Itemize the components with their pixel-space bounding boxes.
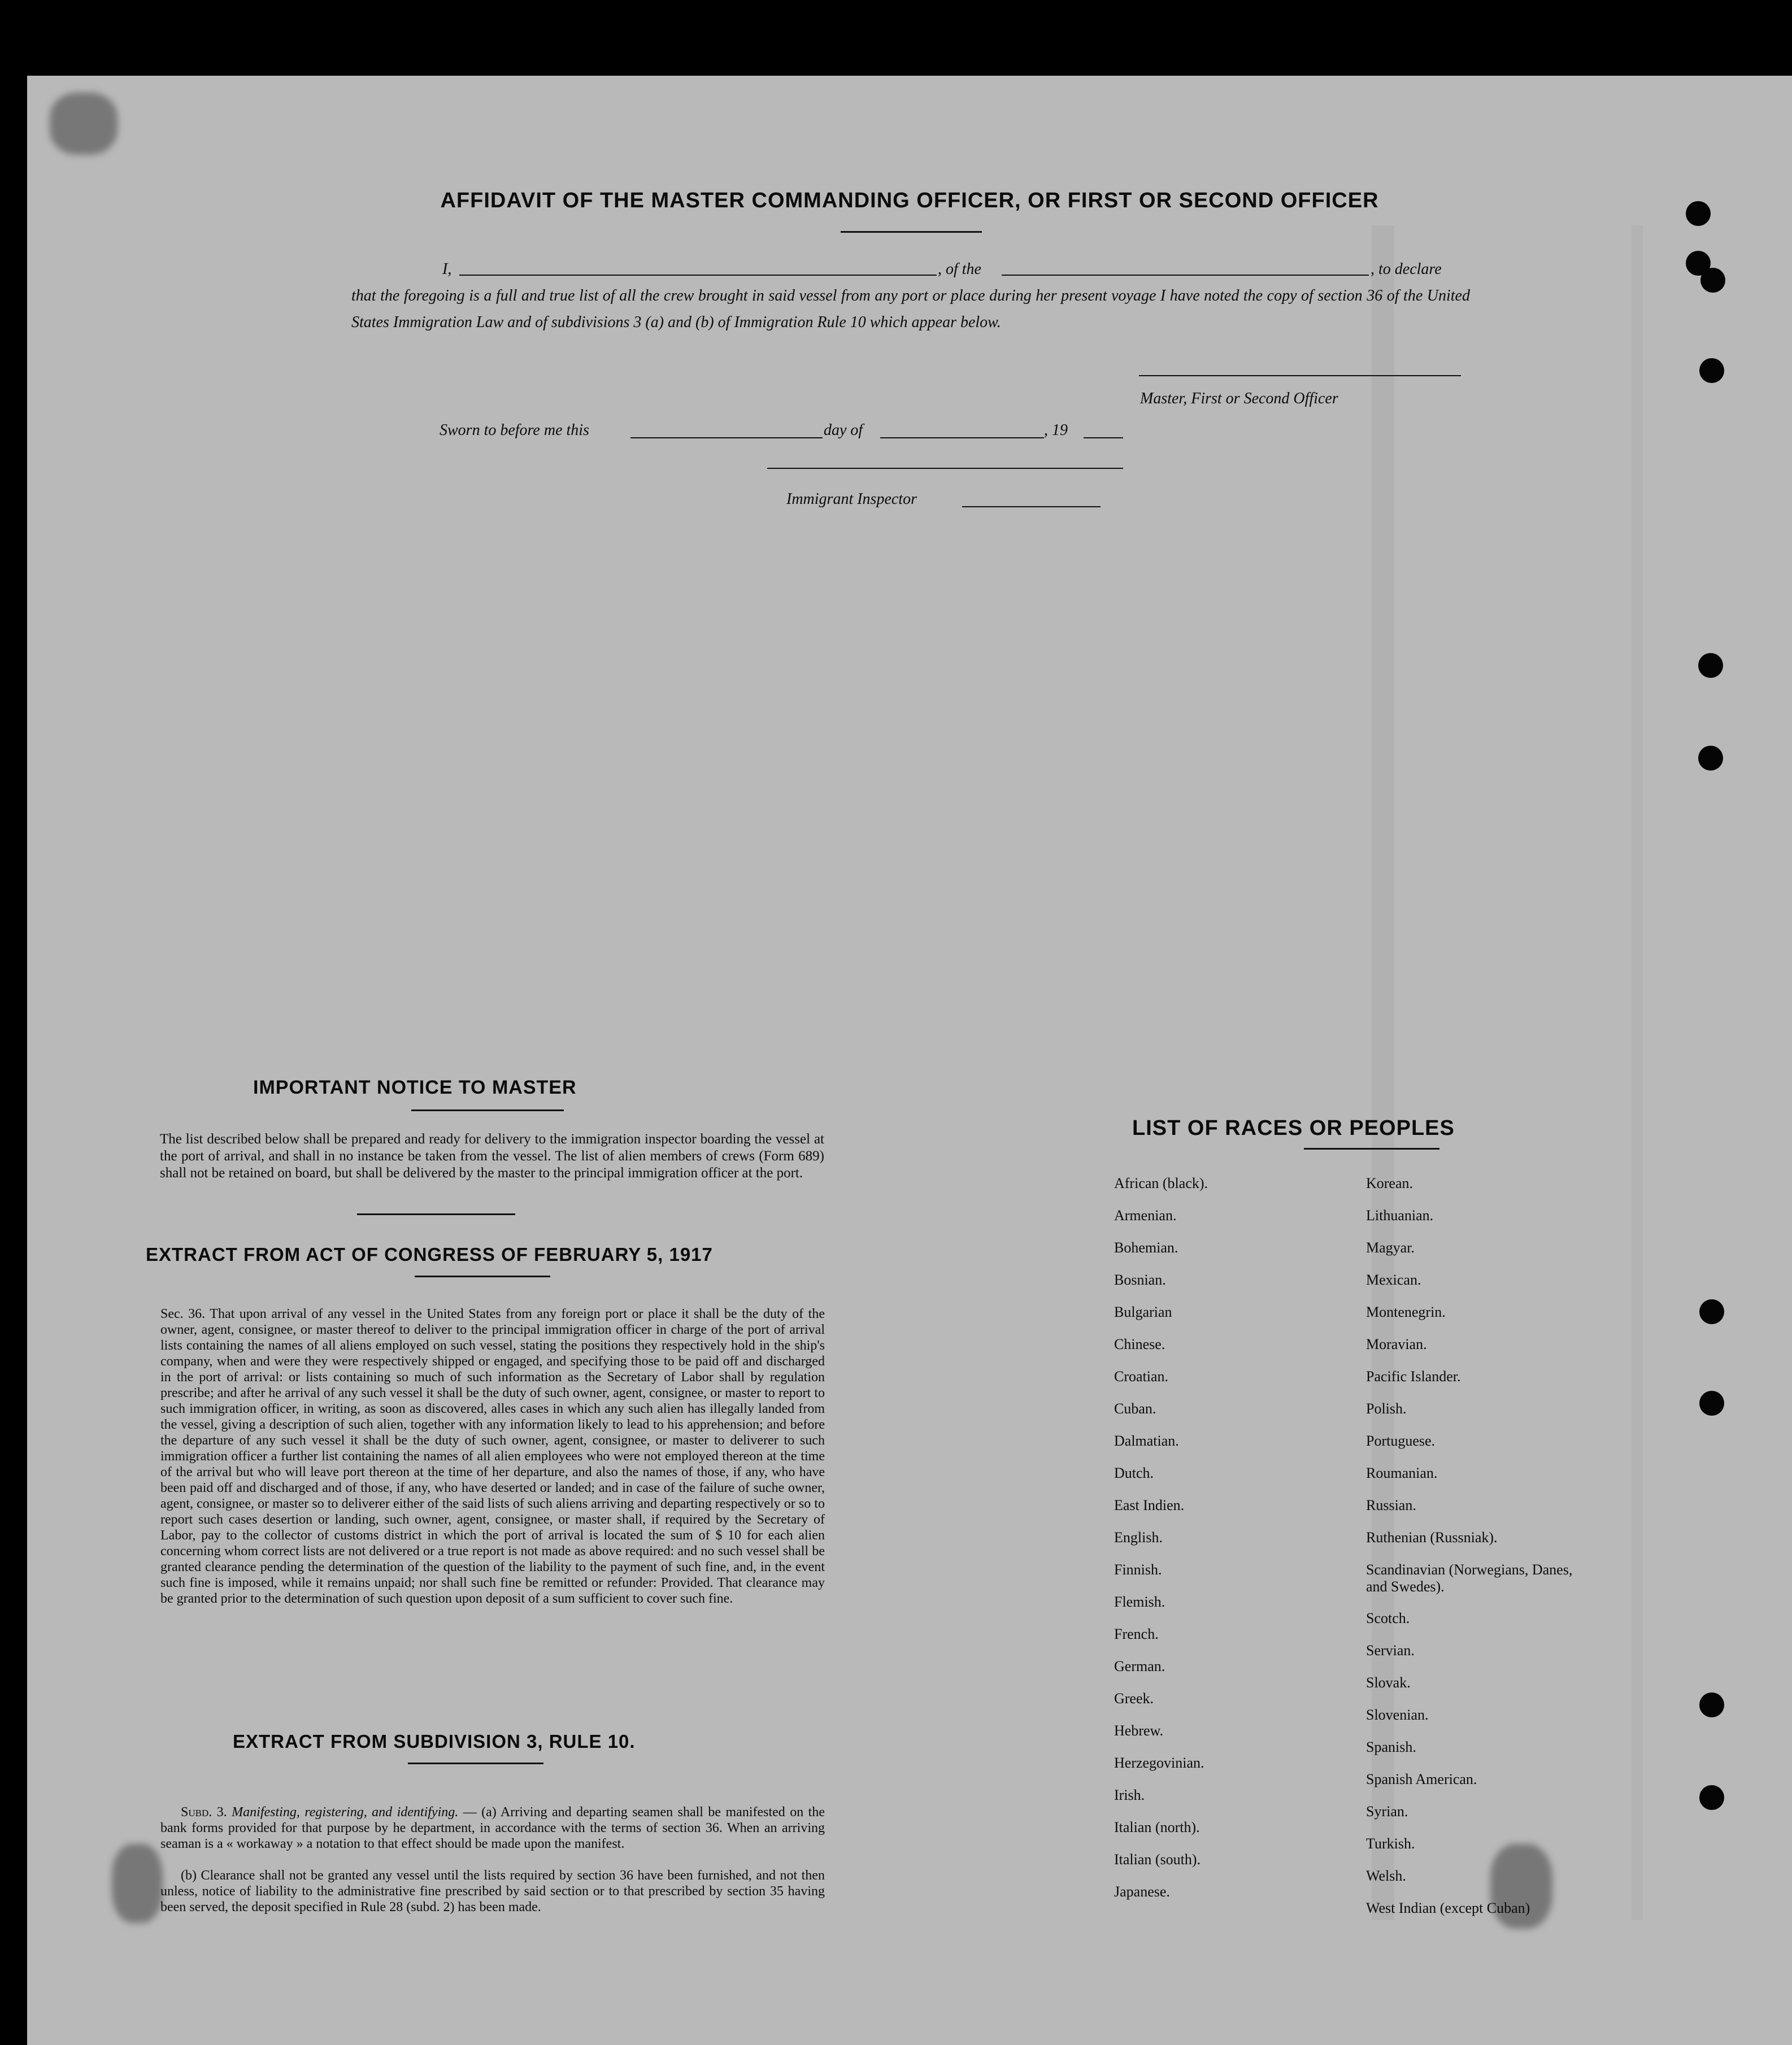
- race-item: Dalmatian.: [1114, 1433, 1179, 1449]
- punch-hole: [1699, 1299, 1724, 1324]
- race-item: Bosnian.: [1114, 1272, 1166, 1288]
- punch-hole: [1698, 746, 1723, 771]
- month-blank[interactable]: [880, 437, 1044, 438]
- race-item: Pacific Islander.: [1366, 1368, 1461, 1385]
- race-item: Cuban.: [1114, 1400, 1156, 1417]
- notice-text: The list described below shall be prepared and ready for delivery to the immigration inspector boarding the vessel at the port of arrival, and shall in no instance be taken from the vessel. The list of alien members of crews (Form 689) shall not be retained on board, but shall be delivered by the master to the principal immigration officer at the port.: [160, 1132, 824, 1181]
- race-item: East Indien.: [1114, 1497, 1185, 1513]
- race-item: Portuguese.: [1366, 1433, 1436, 1449]
- subd-title: Manifesting, registering, and identifying.: [232, 1805, 459, 1820]
- ink-smudge: [112, 1844, 163, 1923]
- notice-heading: IMPORTANT NOTICE TO MASTER: [253, 1077, 577, 1098]
- affidavit-paragraph: that the foregoing is a full and true list of all the crew brought in said vessel from any port or place during her present voyage I have noted the copy of section 36 of the United States Immigration Law and of subdivisions 3 (a) and (b) of Immigration Rule 10 which appear below.: [351, 287, 1470, 331]
- race-item: Chinese.: [1114, 1336, 1165, 1352]
- race-item: West Indian (except Cuban): [1366, 1900, 1530, 1916]
- race-item: Dutch.: [1114, 1465, 1154, 1481]
- day-of-label: day of: [824, 421, 863, 439]
- year-blank[interactable]: [1084, 437, 1123, 438]
- race-item: Flemish.: [1114, 1594, 1165, 1610]
- race-item: Scotch.: [1366, 1610, 1410, 1626]
- race-item: Turkish.: [1366, 1835, 1415, 1852]
- rule-para-a: [160, 1804, 825, 1852]
- subd-label: Subd. 3.: [181, 1805, 227, 1820]
- race-item: Hebrew.: [1114, 1722, 1164, 1739]
- race-item: Italian (south).: [1114, 1851, 1201, 1868]
- act-heading: EXTRACT FROM ACT OF CONGRESS OF FEBRUARY 5, 1917: [146, 1244, 713, 1265]
- affidavit-i-label: I,: [442, 260, 452, 278]
- sworn-label: Sworn to before me this: [440, 421, 589, 439]
- sworn-day-blank[interactable]: [630, 437, 823, 438]
- rule-rule: [408, 1763, 543, 1764]
- affidavit-to-declare-label: , to declare: [1371, 260, 1442, 278]
- race-item: Spanish.: [1366, 1739, 1416, 1755]
- document-page: [27, 76, 1792, 2045]
- rule-heading: EXTRACT FROM SUBDIVISION 3, RULE 10.: [233, 1731, 636, 1752]
- title-rule: [841, 231, 982, 233]
- race-item: Bulgarian: [1114, 1304, 1172, 1320]
- race-item: French.: [1114, 1626, 1159, 1642]
- punch-hole: [1699, 1785, 1724, 1810]
- affidavit-of-the-label: , of the: [938, 260, 981, 278]
- inspector-label: Immigrant Inspector: [786, 490, 917, 508]
- race-item: Korean.: [1366, 1175, 1413, 1191]
- year-prefix-label: , 19: [1044, 421, 1068, 439]
- signature-blank[interactable]: [1139, 375, 1461, 376]
- race-item: Syrian.: [1366, 1803, 1408, 1820]
- race-item: Irish.: [1114, 1787, 1145, 1803]
- act-text: Sec. 36. That upon arrival of any vessel in the United States from any foreign port or place it shall be the duty of the owner, agent, consignee, or master thereof to deliver to the principal immigration officer in charge of the port of arrival lists containing the names of all aliens employed on such vessel, stating the positions they respectively hold in the ship's company, when and were they were respectively shipped or engaged, and specifying those to be paid off and discharged in the port of arrival: or lists containing so much of such information as the Secretary of Labor shall by regulation prescribe; and after he arrival of any such vessel it shall be the duty of such owner, agent, consignee, or master to report to such immigration officer, in writing, as soon as discovered, alles cases in which any such alien has illegally landed from the vessel, giving a description of such alien, together with any information likely to lead to his apprehension; and before the departure of any such vessel it shall be the duty of such owner, agent, consignee, or master to deliverer to such immigration officer a further list containing the names of all alien employees who were not employed thereon at the time of the arrival but who will leave port thereon at the time of her departure, and also the names of those, if any, who have been paid off and discharged and of those, if any, who have deserted or landed; and in case of the failure of suche owner, agent, consignee, or master so to deliverer either of the said lists of such aliens arriving and departing respectively or so to report such cases desertion or landing, such owner, agent, consignee, or master shall, if required by the Secretary of Labor, pay to the collector of customs district in which the port of arrival is located the sum of $ 10 for each alien concerning whom correct lists are not delivered or a true report is not made as above required: and no such vessel shall be granted clearance pending the determination of the question of the liability to the payment of such fine, and, in the event such fine is imposed, while it remains unpaid; nor shall such fine be remitted or refunder: Provided. That clearance may be granted prior to the determination of such question upon deposit of a sum sufficient to cover such fine.: [160, 1307, 825, 1606]
- inspector-signature-line: [767, 468, 1123, 469]
- race-item: Slovak.: [1366, 1674, 1411, 1691]
- rule-para-b: (b) Clearance shall not be granted any vessel until the lists required by section 36 have been furnished, and not then unless, notice of liability to the administrative fine prescribed by said section or to that prescribed by section 35 having been served, the deposit specified in Rule 28 (subd. 2) has been made.: [160, 1868, 825, 1915]
- race-item: Mexican.: [1366, 1272, 1421, 1288]
- subd-para-a: — (a) Arriving and departing seamen shall be manifested on the bank forms provided for that purpose by he department, in accordance with the terms of section 36. When an arriving seaman is a « workaway » a notation to that effect should be made upon the manifest.: [160, 1805, 825, 1851]
- inspector-blank[interactable]: [962, 506, 1101, 507]
- race-item: Greek.: [1114, 1690, 1154, 1707]
- race-item: Japanese.: [1114, 1883, 1170, 1900]
- race-item: Armenian.: [1114, 1207, 1177, 1224]
- race-item: Bohemian.: [1114, 1239, 1178, 1256]
- punch-hole: [1699, 1692, 1724, 1717]
- race-item: Scandinavian (Norwegians, Danes, and Swedes).: [1366, 1561, 1573, 1595]
- race-item: Spanish American.: [1366, 1771, 1477, 1787]
- race-item: Servian.: [1366, 1642, 1415, 1659]
- race-item: Ruthenian (Russniak).: [1366, 1529, 1498, 1546]
- race-item: Finnish.: [1114, 1561, 1162, 1578]
- name-blank[interactable]: [459, 275, 937, 276]
- race-item: German.: [1114, 1658, 1165, 1674]
- affidavit-title: AFFIDAVIT OF THE MASTER COMMANDING OFFICER, OR FIRST OR SECOND OFFICER: [440, 189, 1379, 212]
- ink-smudge: [50, 93, 118, 155]
- punch-hole: [1698, 653, 1723, 678]
- race-item: Montenegrin.: [1366, 1304, 1446, 1320]
- notice-rule: [411, 1109, 564, 1111]
- race-item: Russian.: [1366, 1497, 1416, 1513]
- races-heading: LIST OF RACES OR PEOPLES: [1132, 1116, 1455, 1140]
- race-item: Slovenian.: [1366, 1707, 1429, 1723]
- act-rule: [415, 1276, 550, 1277]
- punch-hole: [1699, 358, 1724, 383]
- race-item: English.: [1114, 1529, 1163, 1546]
- race-item: Polish.: [1366, 1400, 1407, 1417]
- race-item: Magyar.: [1366, 1239, 1415, 1256]
- race-item: Moravian.: [1366, 1336, 1427, 1352]
- race-item: Croatian.: [1114, 1368, 1169, 1385]
- race-item: Lithuanian.: [1366, 1207, 1434, 1224]
- race-item: Roumanian.: [1366, 1465, 1438, 1481]
- race-item: Welsh.: [1366, 1868, 1406, 1884]
- race-item: Herzegovinian.: [1114, 1755, 1204, 1771]
- race-item: Italian (north).: [1114, 1819, 1200, 1835]
- notice-end-rule: [357, 1213, 515, 1215]
- signature-label: Master, First or Second Officer: [1140, 390, 1338, 407]
- race-item: African (black).: [1114, 1175, 1208, 1191]
- punch-hole: [1699, 1391, 1724, 1416]
- races-rule: [1304, 1148, 1439, 1150]
- bleed-through-shadow: [1372, 225, 1643, 1920]
- vessel-blank[interactable]: [1002, 275, 1369, 276]
- punch-hole: [1700, 268, 1725, 293]
